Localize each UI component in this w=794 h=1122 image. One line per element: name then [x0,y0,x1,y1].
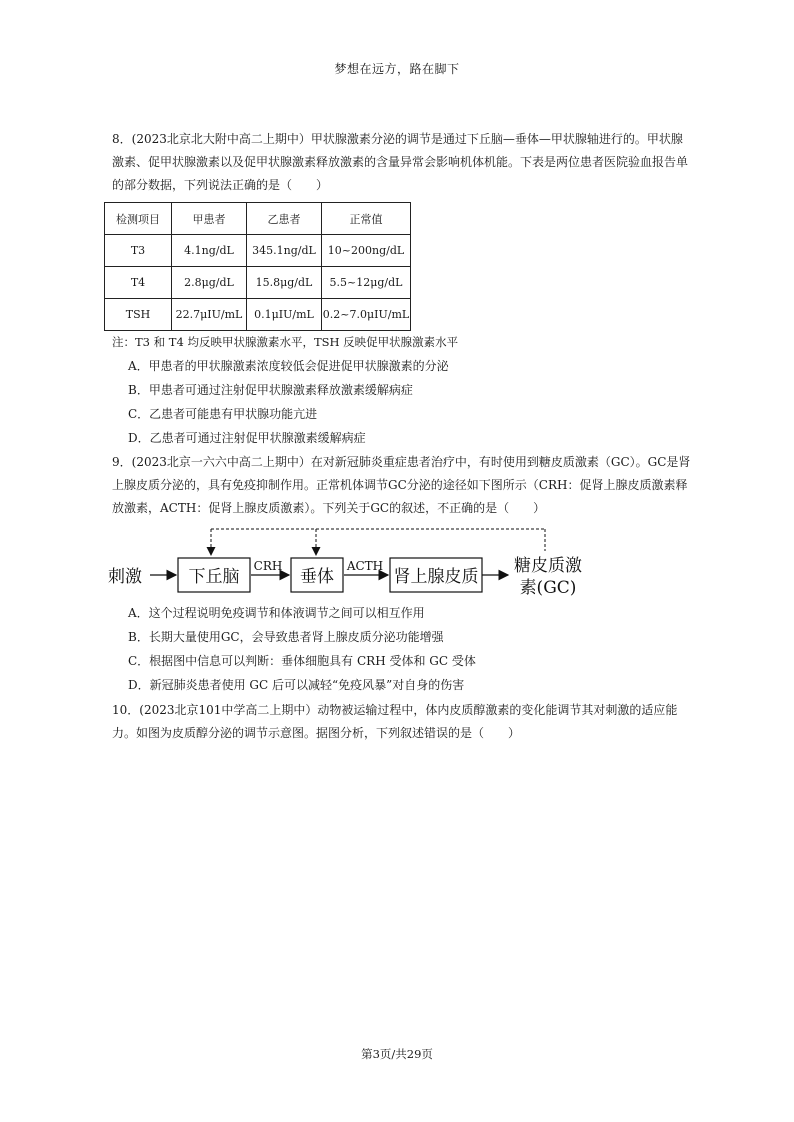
table-row [105,299,411,331]
acth-label: ACTH [346,559,384,573]
table-cell: 5.5~12μg/dL [322,267,411,299]
table-header-cell: 正常值 [322,203,411,235]
pituitary-label: 垂体 [300,567,334,587]
table-cell: T3 [105,235,172,267]
q8-option-a: A．甲患者的甲状腺激素浓度较低会促进促甲状腺激素的分泌 [128,359,449,373]
table-note: 注：T3 和 T4 均反映甲状腺激素水平，TSH 反映促甲状腺激素水平 [112,335,459,349]
feedback-dashed-lines [211,529,545,555]
blood-test-table [104,202,411,331]
q9-option-a: A．这个过程说明免疫调节和体液调节之间可以相互作用 [128,606,425,620]
table-cell: 2.8μg/dL [172,267,247,299]
hypothalamus-label: 下丘脑 [188,567,240,587]
table-cell: 345.1ng/dL [247,235,322,267]
adrenal-cortex-label: 肾上腺皮质 [393,567,479,587]
gc-label-line1: 糖皮质激 [514,556,582,576]
table-cell: T4 [105,267,172,299]
q9-option-d: D．新冠肺炎患者使用 GC 后可以减轻“免疫风暴”对自身的伤害 [128,678,465,692]
table-cell: 0.2~7.0μIU/mL [322,299,411,331]
table-header-cell: 检测项目 [105,203,172,235]
table-row [105,235,411,267]
q9-option-c: C．根据图中信息可以判断：垂体细胞具有 CRH 受体和 GC 受体 [128,654,476,668]
question-10-stem: 10．(2023北京101中学高二上期中）动物被运输过程中，体内皮质醇激素的变化能调节其对刺激的适应能力。如图为皮质醇分泌的调节示意图。据图分析，下列叙述错误的是（ ） [112,703,678,740]
q8-option-b: B．甲患者可通过注射促甲状腺激素释放激素缓解病症 [128,383,413,397]
page-header: 梦想在远方，路在脚下 [334,62,460,76]
table-cell: 0.1μIU/mL [247,299,322,331]
stimulus-label: 刺激 [108,567,142,587]
page-footer: 第3页/共29页 [361,1047,433,1061]
table-header-row [105,203,411,235]
q8-option-d: D．乙患者可通过注射促甲状腺激素缓解病症 [128,431,366,445]
crh-label: CRH [253,559,283,573]
table-cell: 22.7μIU/mL [172,299,247,331]
q9-option-b: B．长期大量使用GC，会导致患者肾上腺皮质分泌功能增强 [128,630,444,644]
table-cell: 10~200ng/dL [322,235,411,267]
gc-regulation-diagram [108,525,598,601]
table-header-cell: 乙患者 [247,203,322,235]
gc-label-line2: 素(GC) [519,578,577,598]
table-cell: 4.1ng/dL [172,235,247,267]
table-header-cell: 甲患者 [172,203,247,235]
question-8-stem: 8．(2023北京北大附中高二上期中）甲状腺激素分泌的调节是通过下丘脑—垂体—甲状腺轴进行的。甲状腺激素、促甲状腺激素以及促甲状腺激素释放激素的含量异常会影响机体机能。下表是两位患者医院验血报告单的部分数据，下列说法正确的是（ ） [112,132,689,192]
table-cell: TSH [105,299,172,331]
question-9-stem: 9．(2023北京一六六中高二上期中）在对新冠肺炎重症患者治疗中，有时使用到糖皮质激素（GC）。GC是肾上腺皮质分泌的，具有免疫抑制作用。正常机体调节GC分泌的途径如下图所示（CRH：促肾上腺皮质激素释放激素，ACTH：促肾上腺皮质激素）。下列关于GC的叙述，不正确的是（ ） [112,455,691,515]
table-row [105,267,411,299]
table-cell: 15.8μg/dL [247,267,322,299]
q8-option-c: C．乙患者可能患有甲状腺功能亢进 [128,407,318,421]
